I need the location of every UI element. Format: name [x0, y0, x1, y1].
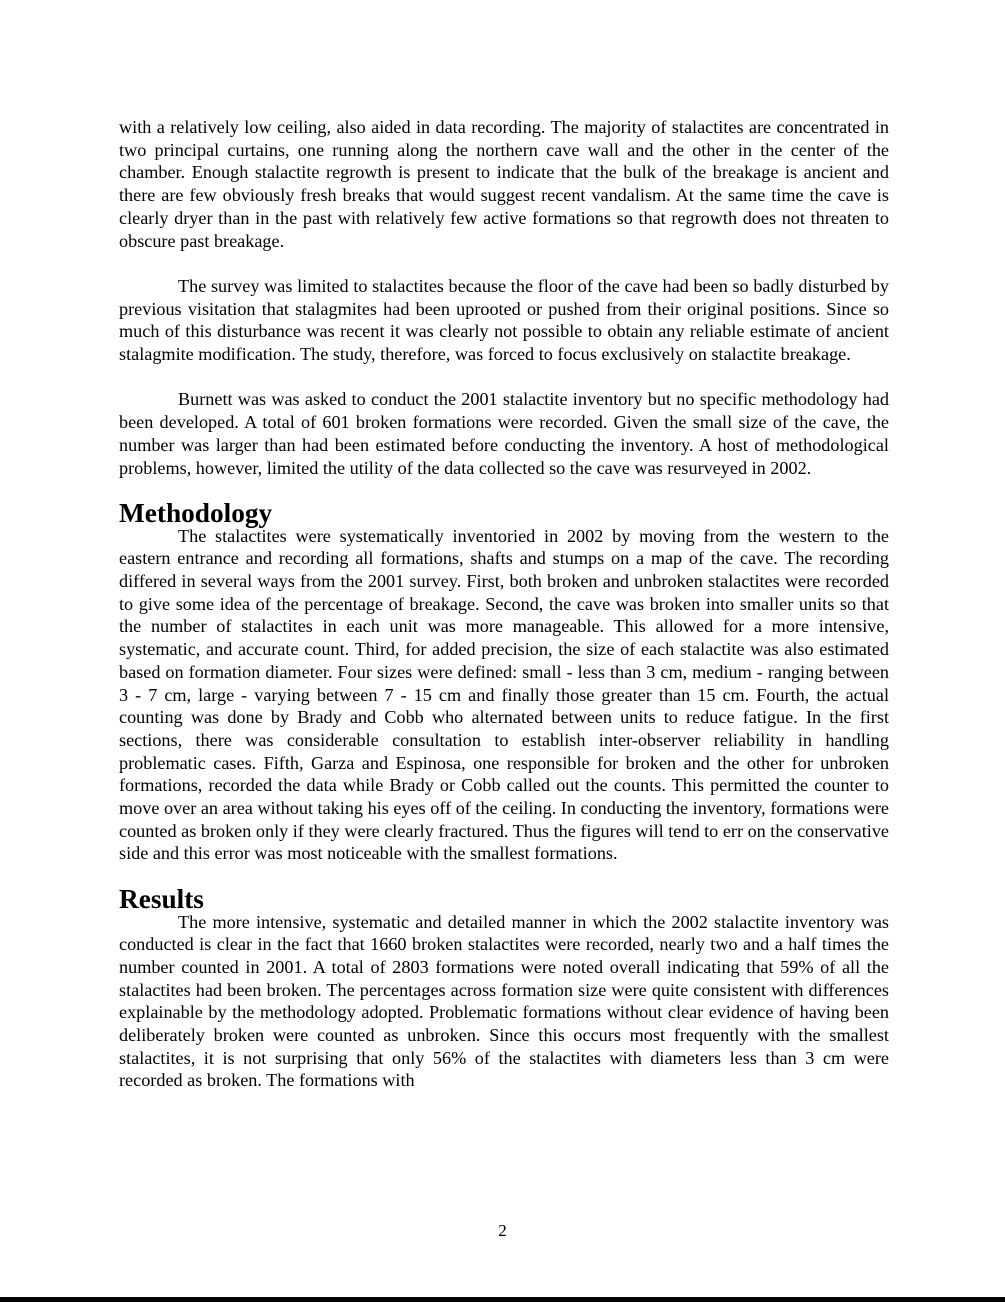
page-number: 2 — [498, 1221, 507, 1240]
paragraph-methodology: The stalactites were systematically inventoried in 2002 by moving from the western to the eastern entrance and recording all formations, shafts and stumps on a map of the cave. The recording differed in several ways from the 2001 survey. First, both broken and unbroken stalactites were recorded to give some idea of the percentage of breakage. Second, the cave was broken into smaller units so that the number of stalactites in each unit was more manageable. This allowed for a more intensive, systematic, and accurate count. Third, for added precision, the size of each stalactite was also estimated based on formation diameter. Four sizes were defined: small - less than 3 cm, medium - ranging between 3 - 7 cm, large - varying between 7 - 15 cm and finally those greater than 15 cm. Fourth, the actual counting was done by Brady and Cobb who alternated between units to reduce fatigue. In the first sections, there was considerable consultation to establish inter-observer reliability in handling problematic cases. Fifth, Garza and Espinosa, one responsible for broken and the other for unbroken formations, recorded the data while Brady or Cobb called out the counts. This permitted the counter to move over an area without taking his eyes off of the ceiling. In conducting the inventory, formations were counted as broken only if they were clearly fractured. Thus the figures will tend to err on the conservative side and this error was most noticeable with the smallest formations. — [119, 525, 889, 864]
paragraph-results: The more intensive, systematic and detailed manner in which the 2002 stalactite inventory was conducted is clear in the fact that 1660 broken stalactites were recorded, nearly two and a half times the number counted in 2001. A total of 2803 formations were noted overall indicating that 59% of all the stalactites had been broken. The percentages across formation size were quite consistent with differences explainable by the methodology adopted. Problematic formations without clear evidence of having been deliberately broken were counted as unbroken. Since this occurs most frequently with the smallest stalactites, it is not surprising that only 56% of the stalactites with diameters less than 3 cm were recorded as broken. The formations with — [119, 911, 889, 1091]
paragraph-gap — [119, 252, 889, 275]
paragraph-survey-scope: The survey was limited to stalactites because the floor of the cave had been so badly disturbed by previous visitation that stalagmites had been uprooted or pushed from their original positions. Since so much of this disturbance was recent it was clearly not possible to obtain any reliable estimate of ancient stalagmite modification. The study, therefore, was forced to focus exclusively on stalactite breakage. — [119, 275, 889, 365]
page-body — [119, 116, 889, 1092]
paragraph-continuation: with a relatively low ceiling, also aided in data recording. The majority of stalactites are concentrated in two principal curtains, one running along the northern cave wall and the other in the center of the chamber. Enough stalactite regrowth is present to indicate that the bulk of the breakage is ancient and there are few obviously fresh breaks that would suggest recent vandalism. At the same time the cave is clearly dryer than in the past with relatively few active formations so that regrowth does not threaten to obscure past breakage. — [119, 117, 889, 251]
paragraph-2001-inventory: Burnett was was asked to conduct the 2001 stalactite inventory but no specific methodology had been developed. A total of 601 broken formations were recorded. Given the small size of the cave, the number was larger than had been estimated before conducting the inventory. A host of methodological problems, however, limited the utility of the data collected so the cave was resurveyed in 2002. — [119, 389, 889, 478]
bottom-border — [0, 1297, 1005, 1302]
heading-methodology: Methodology — [119, 497, 273, 528]
paragraph-gap — [119, 366, 889, 389]
heading-results: Results — [119, 883, 204, 914]
paragraph-gap — [119, 865, 889, 888]
